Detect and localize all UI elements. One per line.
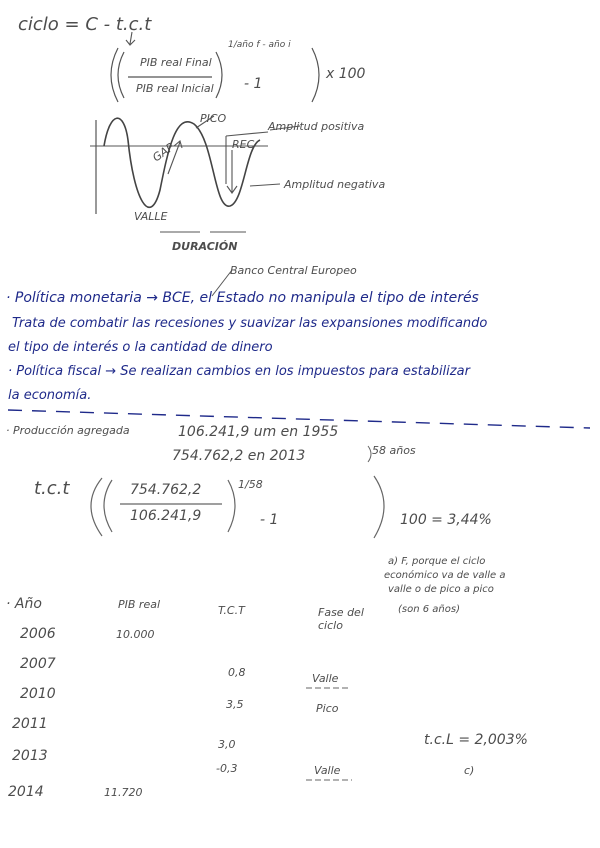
monetary-policy-line1: · Política monetaria → BCE, el Estado no manipula el tipo de interés	[6, 290, 479, 306]
table-row-year: 2011	[12, 716, 48, 732]
table-row-tct: 0,8	[228, 666, 246, 679]
formula-times-100: x 100	[326, 66, 366, 82]
answer-note-line4: (son 6 años)	[398, 604, 460, 615]
tct-outer-right-paren	[374, 476, 384, 538]
fiscal-policy-line2: la economía.	[8, 388, 92, 403]
negative-amplitude-label: Amplitud negativa	[284, 178, 386, 191]
table-row-year: 2013	[12, 748, 48, 764]
years-span: 58 años	[372, 444, 416, 457]
tct-label: t.c.t	[34, 478, 70, 499]
table-row-phase: Valle	[312, 672, 339, 685]
tct-inner-left-paren	[104, 480, 112, 532]
formula-minus-one: - 1	[244, 76, 263, 92]
diagram-cycle-curve	[104, 118, 260, 207]
peak-label: PICO	[200, 112, 227, 125]
diagram-amplitude-marker	[226, 132, 268, 136]
table-row-tct: -0,3	[216, 762, 238, 775]
tct-fraction-denominator: 106.241,9	[130, 508, 202, 524]
table-row-pib: 10.000	[116, 628, 155, 641]
positive-amplitude-label: Amplitud positiva	[268, 120, 365, 133]
tct-result: 100 = 3,44%	[400, 512, 492, 528]
table-row-year: 2014	[8, 784, 44, 800]
negative-amplitude-pointer	[250, 184, 280, 186]
formula-exponent: 1/año f - año i	[228, 40, 291, 50]
tct-outer-left-paren	[91, 478, 102, 536]
fiscal-policy-line1: · Política fiscal → Se realizan cambios en los impuestos para estabilizar	[8, 364, 470, 379]
formula-denominator: PIB real Inicial	[136, 82, 214, 95]
tct-inner-right-paren	[228, 480, 235, 532]
aggregate-output-label: · Producción agregada	[6, 424, 130, 437]
table-row-year: 2010	[20, 686, 56, 702]
table-header-year: · Año	[6, 596, 42, 612]
central-bank-note: Banco Central Europeo	[230, 264, 357, 277]
formula-outer-left-paren	[111, 48, 118, 102]
formula-inner-right-paren	[216, 52, 222, 98]
table-row-year: 2006	[20, 626, 56, 642]
table-header-phase: Fase del ciclo	[318, 606, 364, 632]
table-header-tct: T.C.T	[218, 604, 245, 617]
table-row-tct: 3,0	[218, 738, 236, 751]
formula-outer-right-paren	[312, 48, 319, 102]
table-header-pib: PIB real	[118, 598, 161, 611]
answer-note-line1: a) F, porque el ciclo	[388, 556, 486, 567]
answer-note-line2: económico va de valle a	[384, 570, 506, 581]
duration-label: DURACIÓN	[172, 240, 238, 253]
valley-label: VALLE	[134, 210, 168, 223]
years-bracket	[368, 446, 371, 462]
table-row-phase: Valle	[314, 764, 341, 777]
gap-label: GAP	[150, 140, 177, 165]
table-row-phase: Pico	[316, 702, 339, 715]
tct-minus-one: - 1	[260, 512, 279, 528]
cycle-definition: ciclo = C - t.c.t	[18, 14, 152, 35]
formula-inner-left-paren	[118, 52, 124, 98]
monetary-policy-line2: Trata de combatir las recesiones y suavizar las expansiones modificando	[12, 316, 488, 331]
monetary-policy-line3: el tipo de interés o la cantidad de dinero	[8, 340, 273, 355]
aggregate-value-1955: 106.241,9 um en 1955	[178, 424, 339, 440]
diagram-rec-arrow	[227, 150, 237, 193]
rec-label: REC	[232, 138, 255, 151]
table-row-tct: 3,5	[226, 698, 244, 711]
tct-exponent: 1/58	[238, 478, 263, 491]
aggregate-value-2013: 754.762,2 en 2013	[172, 448, 306, 464]
formula-numerator: PIB real Final	[140, 56, 212, 69]
answer-note-line3: valle o de pico a pico	[388, 584, 494, 595]
mark-c: c)	[464, 764, 475, 777]
tcl-note: t.c.L = 2,003%	[424, 732, 528, 748]
table-row-year: 2007	[20, 656, 56, 672]
tct-fraction-numerator: 754.762,2	[130, 482, 202, 498]
table-row-pib: 11.720	[104, 786, 143, 799]
